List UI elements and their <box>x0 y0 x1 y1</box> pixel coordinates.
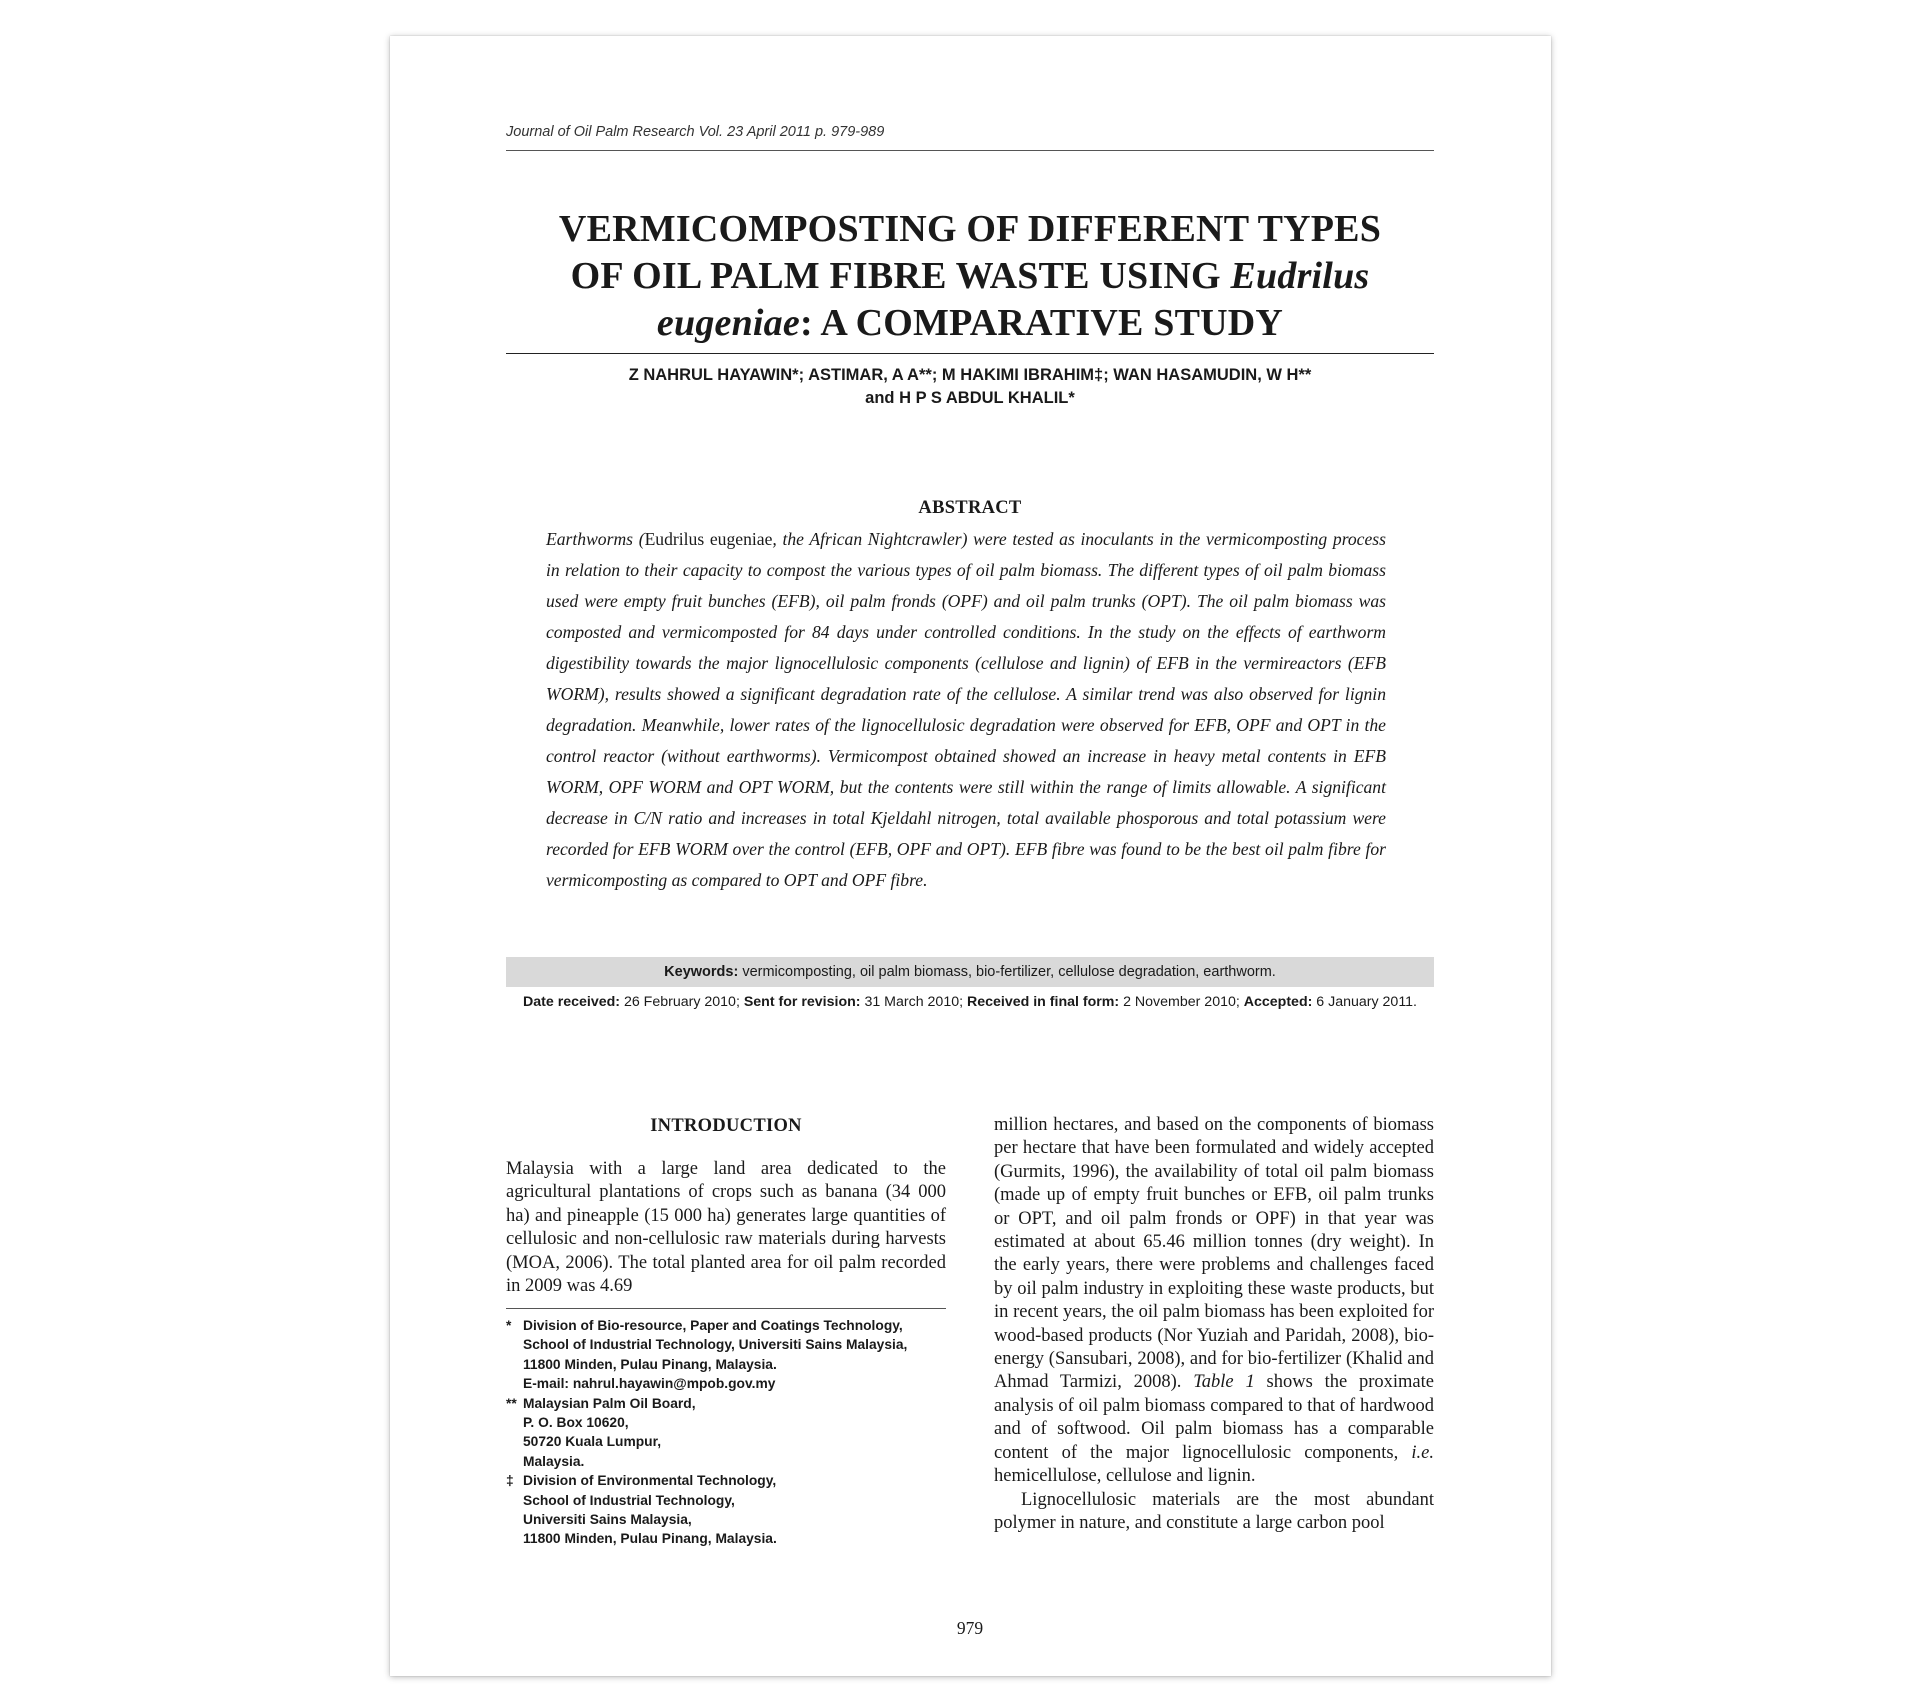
date-final: 2 November 2010; <box>1119 994 1244 1010</box>
date-received-label: Date received: <box>523 994 620 1010</box>
title-line-2a: OF OIL PALM FIBRE WASTE USING <box>570 255 1231 297</box>
date-final-label: Received in final form: <box>966 994 1120 1010</box>
intro-paragraph-1: Malaysia with a large land area dedicated to the agricultural plantations of crops such as banana (34 000 ha) and pineapple (15 000 ha) generates large quantities of cellulosic and non-cellulosic raw materials during harvests (MOA, 2006). The total planted area for oil palm recorded in 2009 was 4.69 <box>506 1159 946 1297</box>
authors-line-2: and H P S ABDUL KHALIL* <box>865 389 1075 407</box>
date-accepted: 6 January 2011. <box>1312 994 1417 1010</box>
title-line-3a: eugeniae <box>656 302 800 344</box>
date-received: 26 February 2010; <box>620 994 744 1010</box>
footnote-line: School of Industrial Technology, <box>523 1492 735 1508</box>
introduction-heading: INTRODUCTION <box>650 1116 802 1136</box>
abstract-text-a: Earthworms ( <box>546 529 645 549</box>
table-1-reference: Table 1 <box>1193 1372 1255 1393</box>
footnote-email: E-mail: nahrul.hayawin@mpob.gov.my <box>523 1376 776 1392</box>
abstract-heading: ABSTRACT <box>918 498 1022 518</box>
date-revision-label: Sent for revision: <box>743 994 861 1010</box>
left-column <box>506 1114 946 1298</box>
affiliation-footnotes <box>506 1308 946 1549</box>
footnote-2 <box>506 1394 946 1472</box>
footnote-3 <box>506 1471 946 1549</box>
intro-cont-b: shows the proximate analysis of oil palm biomass compared to that of hardwood and of softwood. Oil palm biomass has a comparable content of the major lignocellulosic components, <box>994 1372 1434 1463</box>
paper-title <box>506 206 1434 354</box>
date-accepted-label: Accepted: <box>1243 994 1313 1010</box>
ie-abbrev: i.e. <box>1411 1442 1434 1463</box>
footnote-line: 11800 Minden, Pulau Pinang, Malaysia. <box>523 1531 777 1547</box>
author-list <box>506 364 1434 410</box>
keywords-bar <box>506 957 1434 987</box>
footnote-line: Division of Bio-resource, Paper and Coatings Technology, <box>523 1318 903 1333</box>
footnote-line: Malaysian Palm Oil Board, <box>523 1395 696 1411</box>
footnote-line: Universiti Sains Malaysia, <box>523 1512 692 1528</box>
footnote-line: School of Industrial Technology, Universiti Sains Malaysia, <box>523 1337 908 1353</box>
paper-page <box>390 36 1551 1676</box>
journal-header: Journal of Oil Palm Research Vol. 23 April 2011 p. 979-989 <box>506 124 1434 151</box>
submission-dates <box>506 994 1434 1010</box>
intro-paragraph-1-continued <box>994 1114 1434 1489</box>
footnote-line: Malaysia. <box>523 1453 585 1469</box>
footnote-line: Division of Environmental Technology, <box>523 1473 777 1489</box>
abstract-species: Eudrilus eugeniae <box>644 529 773 549</box>
keywords-label: Keywords: <box>664 964 739 980</box>
footnote-mark: ** <box>506 1395 517 1411</box>
footnote-line: 11800 Minden, Pulau Pinang, Malaysia. <box>523 1356 777 1372</box>
intro-cont-a: million hectares, and based on the components of biomass per hectare that have been formulated and widely accepted (Gurmits, 1996), the availability of total oil palm biomass (made up of empty fruit bunches or EFB, oil palm trunks or OPT, and oil palm fronds or OPF) in that year was estimated at about 65.46 million tonnes (dry weight). In the early years, there were problems and challenges faced by oil palm industry in exploiting these waste products, but in recent years, the oil palm biomass has been exploited for wood-based products (Nor Yuziah and Paridah, 2008), bio-energy (Sansubari, 2008), and for bio-fertilizer (Khalid and Ahmad Tarmizi, 2008). <box>994 1115 1434 1393</box>
authors-line-1: Z NAHRUL HAYAWIN*; ASTIMAR, A A**; M HAKIMI IBRAHIM‡; WAN HASAMUDIN, W H** <box>628 366 1312 384</box>
keywords-text: vermicomposting, oil palm biomass, bio-fertilizer, cellulose degradation, earthworm. <box>738 964 1276 980</box>
abstract-text-b: , the African Nightcrawler) were tested as inoculants in the vermicomposting process in relation to their capacity to compost the various types of oil palm biomass. The different types of oil palm biomass used were empty fruit bunches (EFB), oil palm fronds (OPF) and oil palm trunks (OPT). The oil palm biomass was composted and vermicomposted for 84 days under controlled conditions. In the study on the effects of earthworm digestibility towards the major lignocellulosic components (cellulose and lignin) of EFB in the vermireactors (EFB WORM), results showed a significant degradation rate of the cellulose. A similar trend was also observed for lignin degradation. Meanwhile, lower rates of the lignocellulosic degradation were observed for EFB, OPF and OPT in the control reactor (without earthworms). Vermicompost obtained showed an increase in heavy metal contents in EFB WORM, OPF WORM and OPT WORM, but the contents were still within the range of limits allowable. A significant decrease in C/N ratio and increases in total Kjeldahl nitrogen, total available phosporous and total potassium were recorded for EFB WORM over the control (EFB, OPF and OPT). EFB fibre was found to be the best oil palm fibre for vermicomposting as compared to OPT and OPF fibre. <box>546 529 1386 890</box>
abstract-body <box>546 524 1386 896</box>
footnote-mark: ‡ <box>506 1473 514 1489</box>
intro-paragraph-2: Lignocellulosic materials are the most abundant polymer in nature, and constitute a large carbon pool <box>994 1489 1434 1533</box>
title-line-3b: : A COMPARATIVE STUDY <box>799 302 1284 344</box>
right-column <box>994 1114 1434 1535</box>
title-line-1: VERMICOMPOSTING OF DIFFERENT TYPES <box>558 208 1382 250</box>
footnote-mark: * <box>506 1318 512 1333</box>
footnote-line: P. O. Box 10620, <box>523 1415 629 1431</box>
date-revision: 31 March 2010; <box>860 994 967 1010</box>
title-line-2b: Eudrilus <box>1230 255 1370 297</box>
footnote-line: 50720 Kuala Lumpur, <box>523 1434 662 1450</box>
intro-cont-c: hemicellulose, cellulose and lignin. <box>994 1466 1256 1487</box>
footnote-1 <box>506 1316 946 1394</box>
page-number: 979 <box>956 1618 984 1638</box>
